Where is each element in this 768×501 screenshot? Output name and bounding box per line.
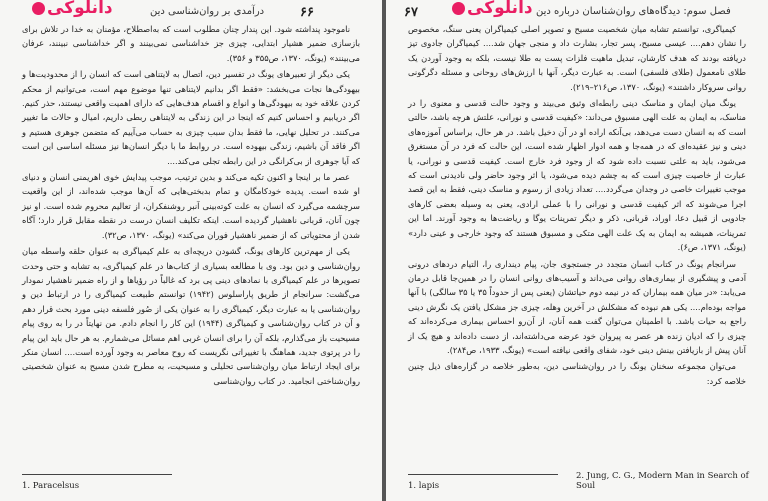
footnote-rule [408,474,558,475]
paragraph: یکی از مهم‌ترین کارهای یونگ، گشودن دریچه‌ای به علم کیمیاگری به عنوان حلقه واسطه میان روان‌شناسی و دین بود. وی با مطالعه بسیاری از کتاب‌ها در علم کیمیاگری، به تشابه و حتی وحدت تصویرها در علم کیمیاگری با نمادهای دینی پی برد که غالباً در رؤیاها و از راه ضمیر ناهشیار نمودار می‌گشت: سرانجام از طریق پاراسلوس (۱۹۴۲) توانستم طبیعت کیمیاگری را در ارتباط دین و روان‌شناسی یا به عبارت دیگر، کیمیاگری را به عنوان یکی از صُور فلسفه دینی مورد بحث قرار دهم و آن در کتاب روان‌شناسی و کیمیاگری (۱۹۴۴) این کار را انجام دادم. من نهایتاً در را به روی پیام مسیحیت باز می‌گذارم، بلکه آن را برای انسان غربی اهم مسائل می‌شمارم. به هر حال باید این پیام را در پرتوی جدید، هماهنگ با تغییراتی نگریست که روح معاصر به وجود آورده است.... انسان منکر برای ایجاد ارتباط میان روان‌شناسی تحلیلی و مسیحیت، به مطرح شدن مسیح به عنوان شخصیتی روان‌شناختی انجامید. در کتاب روان‌شناسی [22,246,361,386]
footnote: 1. lapis [408,481,440,491]
right-page [386,0,768,501]
paragraph: کیمیاگری، توانستم تشابه میان شخصیت مسیح و تصویر اصلی کیمیاگران یعنی سنگ، مخصوص را نشان دهم.... عیسی مسیح، پسر تجار، بشارت داد و منجی جهان شد.... کیمیاگران جادوی تیز دریافته بودند که هدف کارشان، تبدیل ماهیت فلزات پست به طلا نیست، بلکه به وجود آوردن یک طلای نامعمول (طلای فلسفی) است. به عبارت دیگر، آنها با ارزش‌های روحانی و مسئله دگرگونی روانی سروکار داشتند» (یونگ، ۱۳۷۰، ص۲۱۶–۲۱۹). [408,24,746,92]
right-page-header [386,2,768,22]
paragraph: یکی دیگر از تعبیرهای یونگ در تفسیر دین، اتصال به لایتناهی است که انسان را از محدودیت‌ها و بیهودگی‌ها نجات می‌بخشد: «فقط اگر بدانیم لایتناهی تنها موضوع مهم است، می‌توانیم از محکم کردن علاقه خود به بیهودگی‌ها و انواع و اقسام هدف‌هایی که دارای اهمیت واقعی نیستند، حذر کنیم. اگر دریابیم و احساس کنیم که اینجا در این زندگی به لایتناهی ربطی داریم، امیال و حالات ما تغییر می‌کنند. در تحلیل نهایی، ما فقط بدان سبب چیزی به حساب می‌آییم که متضمن جوهری هستیم و اگر فاقد آن باشیم، زندگی بیهوده است. در روابط ما با دیگر انسان‌ها نیز مسئله اساسی این است که آیا جوهری از بی‌کرانگی در این رابطه تجلی می‌کند.... [22,69,360,166]
paragraph: می‌توان مجموعه سخنان یونگ را در روان‌شناسی دین، به‌طور خلاصه در گزاره‌های ذیل چنین خلاصه کرد: [408,361,746,386]
left-page-header [0,2,382,22]
watermark-logo: دانلوکی [30,0,113,18]
running-title: فصل سوم: دیدگاه‌های روان‌شناسان درباره دین [536,6,731,17]
footnote: 2. Jung, C. G., Modern Man in Search of Soul [576,471,749,491]
paragraph: ناموجود پنداشته شود. این پندار چنان مطلوب است که به‌اصطلاح، مؤمنان به خدا در تلاش برای بازسازی ضمیر هشیار ابتدایی، چیزی جز خداشناسی نمی‌بینند و اگر خداشناسی نبینند، عرفان می‌بینند» (یونگ، ۱۳۷۰، ص۳۵۵ و ۳۵۶). [22,24,360,63]
watermark-logo: دانلوکی [450,0,533,18]
paragraph: سرانجام یونگ در کتاب انسان متجدد در جستجوی جان، پیام دینداری را، التیام دردهای درونی آدمی و پیشگیری از بیماری‌های روانی می‌داند و آسیب‌های روانی انسان را در همین‌جا قابل درمان می‌یابد: «در میان همه بیماران که در نیمه دوم حیاتشان (یعنی پس از حدوداً ۳۵ یا ۳۵ سالگی) با آنها مواجه بوده‌ام.... یکی هم نبوده که مشکلش در آخرین وهله، چیزی جز مشکل یافتن یک نگرش دینی راجع به حیات باشد. با اطمینان می‌توان گفت همه آنان، از آن‌رو احساس بیماری می‌کرده‌اند که چیزی را که ادیان زنده هر عصر به پیروان خود عرضه می‌داشته‌اند، از دست داده‌اند و هیچ یک از آنان پیش از بازیافتن بینش دینی خود، شفای واقعی نیافته است» (یونگ، ۱۹۳۳، ص۲۸۴). [408,258,746,355]
right-page-body [408,22,746,390]
running-title: درآمدی بر روان‌شناسی دین [150,6,265,17]
footnote: 1. Paracelsus [22,481,80,491]
footnote-rule [22,474,172,475]
left-page [0,0,382,501]
paragraph: عصر ما بر اینجا و اکنون تکیه می‌کند و بدین ترتیب، موجب پیدایش خوی اهریمنی انسان و دنیای او شده است. پدیده خودکامگان و تمام بدبختی‌هایی که آن‌ها موجب شده‌اند، از این واقعیت سرچشمه می‌گیرد که انسان به علت کوته‌بینی آنبر روشنفکران، از تعالیم محروم شده است. او نیز چون آنان، قربانی ناهشیار گردیده است. اینکه تکلیف انسان درست در نقطه مقابل قرار دارد؛ آگاه شدن از محتویاتی که از ضمیر ناهشیار فوران می‌کند» (یونگ، ۱۳۷۰، ص۳۲). [22,172,360,240]
paragraph: یونگ میان ایمان و مناسک دینی رابطه‌ای وثیق می‌بیند و وجود حالت قدسی و معنوی را در مناسک، به ایمان به علت الهی مسبوق می‌داند: «کیفیت قدسی و نورانی، علتش هرچه باشد، حالتی است که به انسان دست می‌دهد، بی‌آنکه اراده او در آن دخیل باشد. در هر حال، براساس آموزه‌های دینی و نیز عقیده‌ای که در همه‌جا و همه ادوار اظهار شده است، این حالت که فرد در آن مستغرق می‌شود، باید به علتی نسبت داده شود که از وجود فرد خارج است. کیفیت قدسی و نورانی، یا عبارت از خاصیت چیزی است که به چشم دیده می‌شود، یا اثر وجود حاضر ولی نادیدنی است که موجب تغییرات خاصی در وجدان می‌گردد.... تعداد زیادی از رسوم و مناسک دینی، فقط به این قصد اجرا می‌شوند که اثر کیفیت قدسی و نورانی را با عملی ارادی، یعنی به وسیله بعضی کارهای جادویی از قبیل دعا، اوراد، قربانی، ذکر و دیگر تمرینات یوگا و ریاضت‌ها به وجود آورند. اما این تمرینات، همیشه به ایمان به یک علت الهی متکی و مسبوق هستند که وجود خارجی و عینی دارد» (یونگ، ۱۳۷۱، ص۶). [408,98,746,253]
left-page-body [22,22,360,390]
page-number: ۶۷ [404,5,418,20]
page-number: ۶۶ [300,5,314,20]
